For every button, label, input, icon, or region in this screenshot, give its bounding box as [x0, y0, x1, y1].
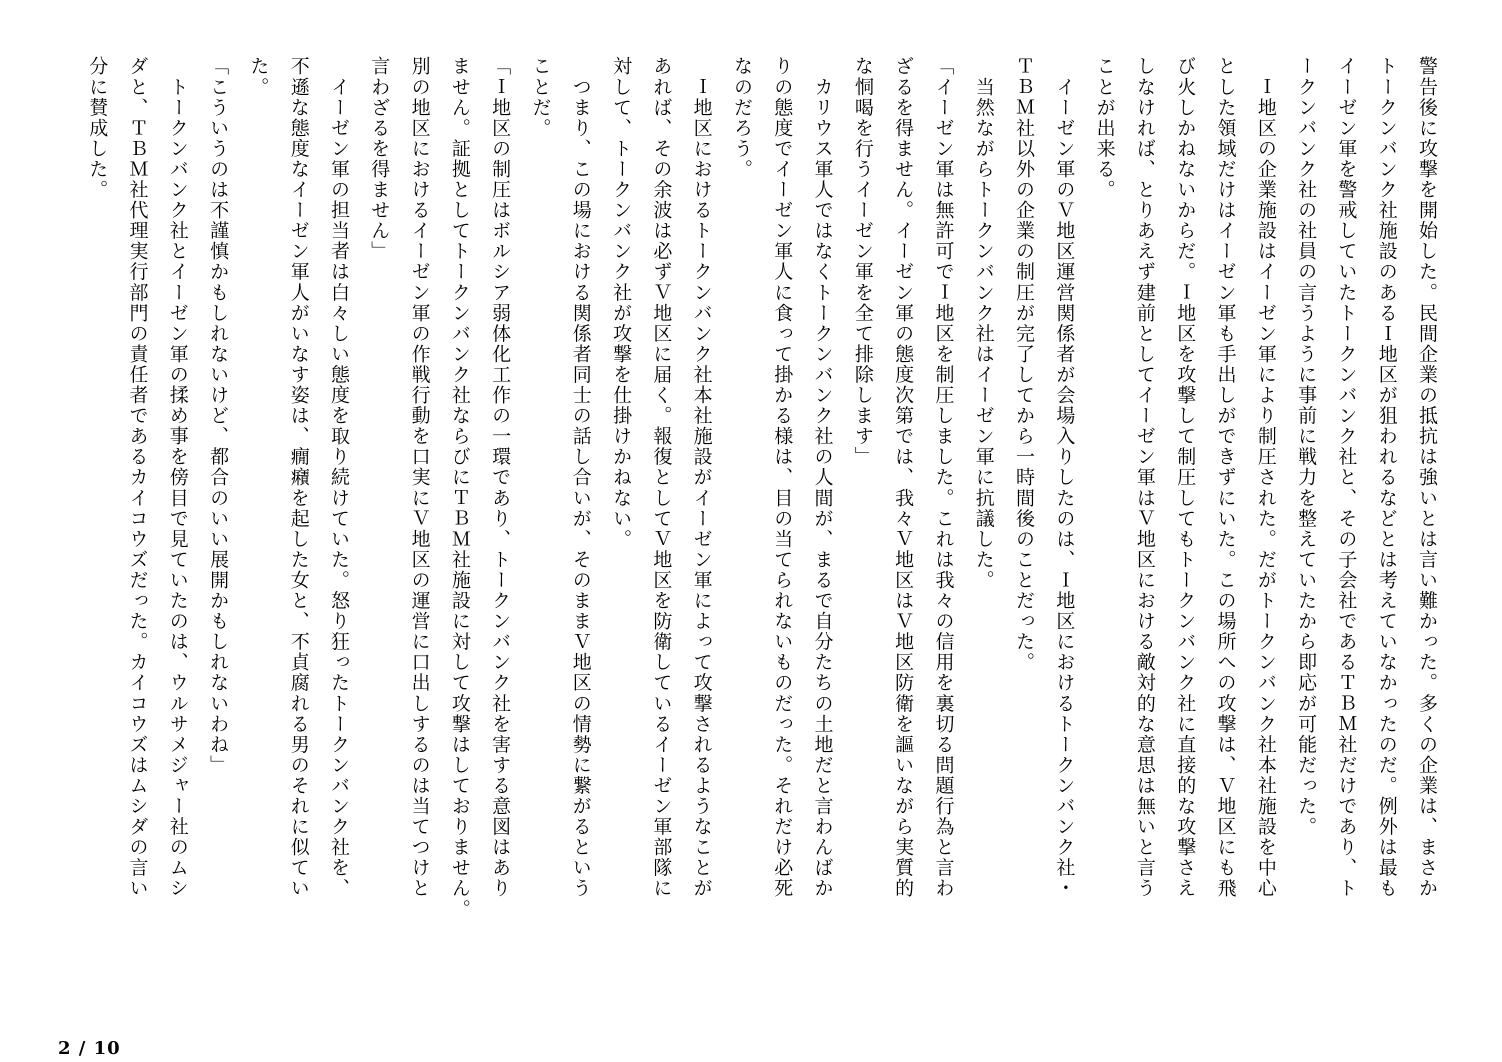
- paragraph: 「イーゼン軍は無許可でＩ地区を制圧しました。これは我々の信用を裏切る問題行為と言わ ざるを得ません。イーゼン軍の態度次第では、我々Ｖ地区はＶ地区防衛を謳いながら実質的 な恫喝を行うイーゼン軍を全て排除します」: [851, 56, 955, 899]
- paragraph: イーゼン軍の担当者は白々しい態度を取り続けていた。怒り狂ったトークンバンク社を、 不遜な態度なイーゼン軍人がいなす姿は、癇癪を起した女と、不貞腐れる男のそれに似てい た。: [247, 56, 350, 899]
- paragraph: Ｉ地区におけるトークンバンク社本社施設がイーゼン軍によって攻撃されるようなことが あれば、その余波は必ずＶ地区に届く。報復としてＶ地区を防衛しているイーゼン軍部隊に 対して、トークンバンク社が攻撃を仕掛けかねない。: [610, 56, 713, 899]
- paragraph: 当然ながらトークンバンク社はイーゼン軍に抗議した。: [972, 56, 995, 591]
- paragraph: カリウス軍人ではなくトークンバンク社の人間が、まるで自分たちの土地だと言わんばか りの態度でイーゼン軍人に食って掛かる様は、目の当てられないものだった。それだけ必死 なのだろう。: [730, 56, 834, 899]
- paragraph: 「Ｉ地区の制圧はボルシア弱体化工作の一環であり、トークンバンク社を害する意図はあり ません。証拠としてトークンバンク社ならびにＴＢＭ社施設に対して攻撃はしておりません。 別の地区におけるイーゼン軍の作戦行動を口実にＶ地区の運営に口出しするのは当てつけと 言わざるを得ません」: [368, 56, 512, 920]
- paragraph: トークンバンク社とイーゼン軍の揉め事を傍目で見ていたのは、ウルサメジャー社のムシ ダと、ＴＢＭ社代理実行部門の責任者であるカイコウズだった。カイコウズはムシダの言い 分に賛成した。: [86, 56, 189, 899]
- body-text: [72, 56, 1447, 1026]
- paragraph: イーゼン軍のＶ地区運営関係者が会場入りしたのは、Ｉ地区におけるトークンバンク社・ ＴＢＭ社以外の企業の制圧が完了してから一時間後のことだった。: [1013, 56, 1076, 899]
- paragraph: 「こういうのは不謹慎かもしれないけど、都合のいい展開かもしれないわね」: [207, 56, 230, 776]
- paragraph: 警告後に攻撃を開始した。民間企業の抵抗は強いとは言い難かった。多くの企業は、まさか トークンバンク社施設のあるＩ地区が狙われるなどとは考えていなかったのだ。例外は最も イーゼン軍を警戒していたトークンバンク社と、その子会社であるＴＢＭ社だけであり、ト ークンバンク社の社員の言うように事前に戦力を整えていたから即応が可能だった。: [1295, 56, 1438, 899]
- paragraph: つまり、この場における関係者同士の話し合いが、そのままＶ地区の情勢に繋がるという ことだ。: [529, 56, 592, 899]
- page-number: 2 / 10: [58, 1038, 121, 1059]
- paragraph: Ｉ地区の企業施設はイーゼン軍により制圧された。だがトークンバンク社本社施設を中心 とした領域だけはイーゼン軍も手出しができずにいた。この場所への攻撃は、Ｖ地区にも飛 び火しかねないからだ。Ｉ地区を攻撃して制圧してもトークンバンク社に直接的な攻撃さえ しなければ、とりあえず建前としてイーゼン軍はＶ地区における敵対的な意思は無いと言う ことが出来る。: [1093, 56, 1277, 899]
